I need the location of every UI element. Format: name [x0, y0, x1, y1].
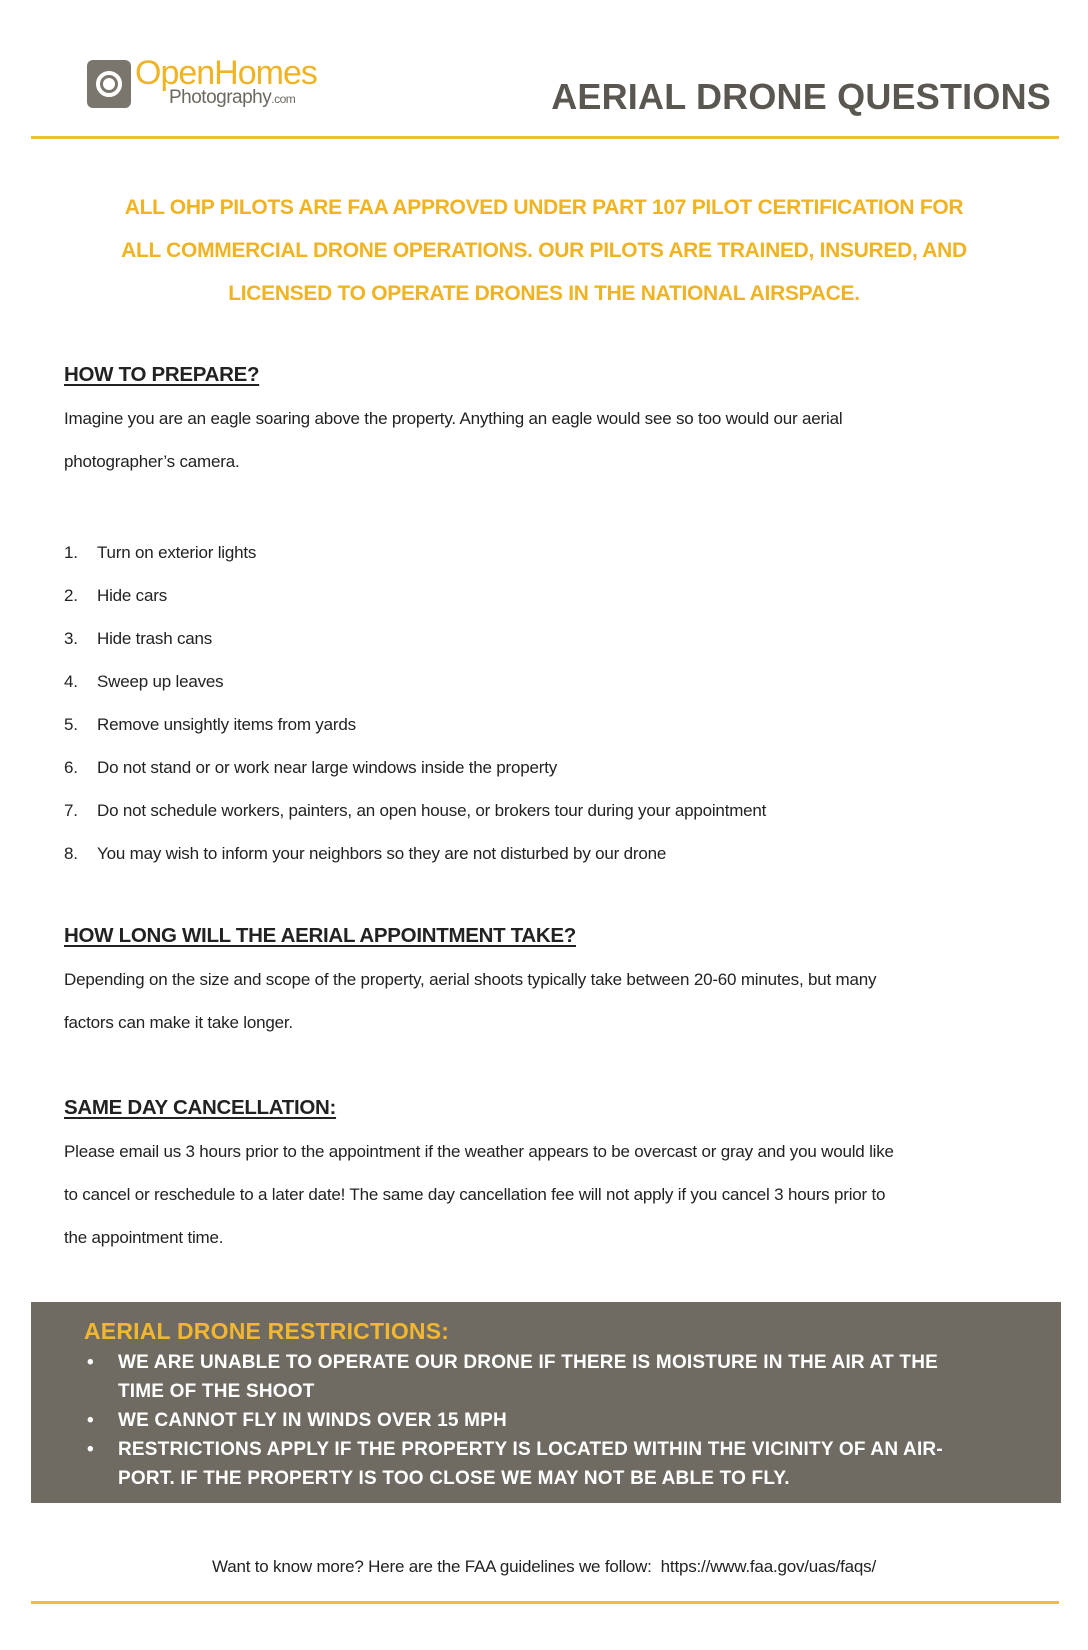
list-item [64, 531, 766, 574]
restriction-line: TIME OF THE SHOOT [118, 1381, 315, 1402]
step-text: Do not schedule workers, painters, an open house, or brokers tour during your appointment [97, 801, 767, 820]
list-item [64, 617, 766, 660]
restrictions-list [84, 1348, 1011, 1493]
bullet-icon: • [87, 1439, 94, 1460]
restriction-line: WE ARE UNABLE TO OPERATE OUR DRONE IF THERE IS MOISTURE IN THE AIR AT THE [118, 1352, 939, 1373]
step-text: Hide cars [97, 586, 168, 605]
list-item [64, 789, 766, 832]
prepare-section [64, 361, 1054, 483]
step-text: You may wish to inform your neighbors so they are not disturbed by our drone [97, 844, 667, 863]
step-number: 2. [64, 586, 78, 605]
cancellation-body-line: to cancel or reschedule to a later date! The same day cancellation fee will not apply if you cancel 3 hours prior to [64, 1185, 886, 1204]
list-item [84, 1406, 1011, 1435]
preparation-steps-list [64, 531, 766, 875]
step-number: 4. [64, 672, 78, 691]
list-item [64, 832, 766, 875]
step-number: 7. [64, 801, 78, 820]
duration-heading: HOW LONG WILL THE AERIAL APPOINTMENT TAKE? [64, 924, 577, 947]
logo-sub-text [169, 88, 317, 107]
restrictions-heading: AERIAL DRONE RESTRICTIONS: [84, 1318, 450, 1344]
list-item [64, 574, 766, 617]
bullet-icon: • [87, 1352, 94, 1373]
step-number: 8. [64, 844, 78, 863]
list-item [64, 746, 766, 789]
duration-body-line: Depending on the size and scope of the property, aerial shoots typically take between 20-60 minutes, but many [64, 970, 877, 989]
list-item [84, 1435, 1011, 1493]
restriction-text: WE CANNOT FLY IN WINDS OVER 15 MPH [118, 1410, 507, 1431]
restriction-text [118, 1348, 938, 1406]
intro-line: LICENSED TO OPERATE DRONES IN THE NATIONAL AIRSPACE. [228, 282, 860, 305]
cancellation-heading: SAME DAY CANCELLATION: [64, 1096, 337, 1119]
restriction-text [118, 1435, 943, 1493]
faa-link[interactable]: https://www.faa.gov/uas/faqs/ [660, 1557, 876, 1576]
intro-line: ALL OHP PILOTS ARE FAA APPROVED UNDER PART 107 PILOT CERTIFICATION FOR [124, 196, 964, 219]
bottom-divider [31, 1601, 1059, 1604]
step-text: Hide trash cans [97, 629, 213, 648]
camera-lens-icon [87, 60, 131, 108]
cancellation-body [64, 1130, 1054, 1259]
cancellation-body-line: Please email us 3 hours prior to the appointment if the weather appears to be overcast or gray and you would like [64, 1142, 894, 1161]
restrictions-panel [31, 1302, 1061, 1503]
prepare-body-line: photographer’s camera. [64, 452, 240, 471]
company-logo [87, 56, 317, 108]
duration-section [64, 922, 1054, 1044]
footer-note [0, 1557, 1088, 1577]
list-item [64, 703, 766, 746]
intro-statement [70, 186, 1018, 315]
logo-main-text: OpenHomes [135, 54, 317, 92]
page-header [0, 0, 1088, 140]
step-text: Sweep up leaves [97, 672, 224, 691]
logo-sub-word: Photography [169, 87, 272, 108]
restriction-line: PORT. IF THE PROPERTY IS TOO CLOSE WE MAY NOT BE ABLE TO FLY. [118, 1468, 790, 1489]
step-number: 3. [64, 629, 78, 648]
footer-text: Want to know more? Here are the FAA guidelines we follow: [211, 1557, 652, 1576]
logo-sub-suffix: .com [271, 92, 296, 106]
logo-wordmark [135, 56, 317, 107]
page-title: AERIAL DRONE QUESTIONS [551, 76, 1051, 117]
step-text: Turn on exterior lights [97, 543, 257, 562]
step-text: Remove unsightly items from yards [97, 715, 356, 734]
step-text: Do not stand or or work near large windows inside the property [97, 758, 558, 777]
prepare-body-line: Imagine you are an eagle soaring above the property. Anything an eagle would see so too would our aerial [64, 409, 843, 428]
bullet-icon: • [87, 1410, 94, 1431]
intro-line: ALL COMMERCIAL DRONE OPERATIONS. OUR PILOTS ARE TRAINED, INSURED, AND [121, 239, 967, 262]
step-number: 1. [64, 543, 78, 562]
duration-body-line: factors can make it take longer. [64, 1013, 293, 1032]
list-item [84, 1348, 1011, 1406]
top-divider [31, 136, 1059, 139]
restriction-line: RESTRICTIONS APPLY IF THE PROPERTY IS LOCATED WITHIN THE VICINITY OF AN AIR- [118, 1439, 943, 1460]
step-number: 5. [64, 715, 78, 734]
cancellation-section [64, 1094, 1054, 1259]
cancellation-body-line: the appointment time. [64, 1228, 224, 1247]
duration-body [64, 958, 1054, 1044]
list-item [64, 660, 766, 703]
step-number: 6. [64, 758, 78, 777]
prepare-heading: HOW TO PREPARE? [64, 363, 260, 386]
prepare-body [64, 397, 1054, 483]
